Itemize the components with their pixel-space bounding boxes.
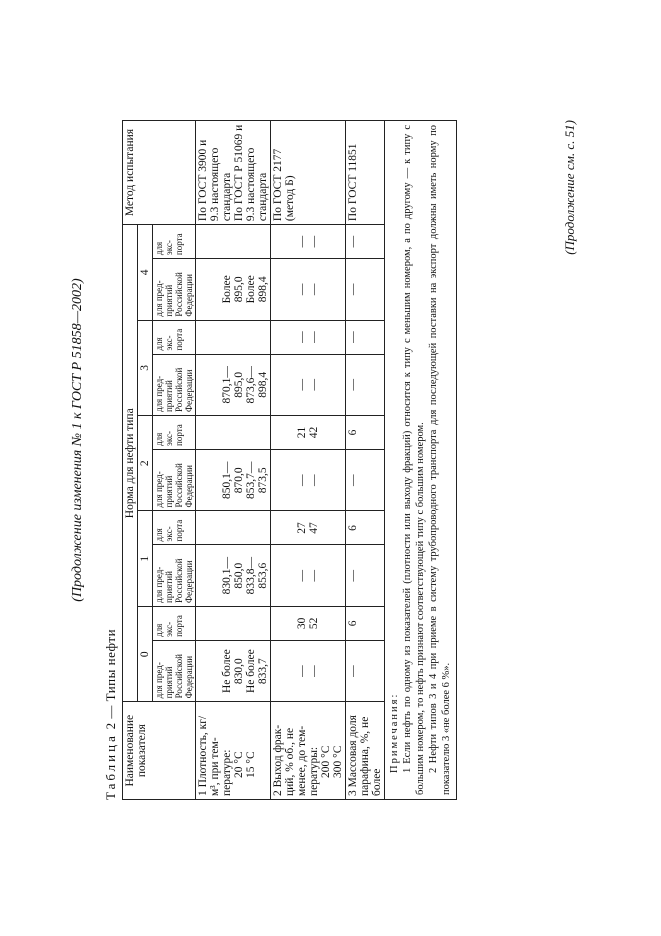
method-line: По ГОСТ Р 51069 и 9.3 настоящего стандарта	[233, 124, 269, 222]
value: 830,1—850,0	[221, 557, 245, 595]
norm-header: Норма для нефти типа	[123, 225, 138, 702]
page-header: (Продолжение изменения № 1 к ГОСТ Р 51858—2002)	[70, 278, 85, 602]
value-cell	[271, 225, 346, 259]
value-cell	[271, 511, 346, 545]
value-cell	[196, 354, 271, 416]
value: 42	[308, 426, 320, 439]
table-row	[271, 121, 346, 800]
value: —	[308, 331, 320, 343]
param-name-header: Наименование показателя	[123, 702, 196, 800]
value: —	[296, 331, 308, 343]
value: —	[296, 665, 308, 677]
value-cell	[346, 259, 385, 321]
value: —	[347, 283, 359, 296]
table-row	[196, 121, 271, 800]
param-name-line: 2 Выход фрак-ций, % об., не менее, до тем-	[272, 724, 308, 796]
method-line: По ГОСТ 11851	[347, 143, 359, 222]
value: —	[347, 665, 359, 677]
sub-domestic: для пред-приятий Российской Федерации	[153, 259, 196, 321]
param-sub-line: 20 °С	[233, 751, 245, 778]
table-body	[196, 121, 385, 800]
sub-export: для экс-порта	[153, 511, 196, 545]
value: —	[347, 474, 359, 486]
value-cell	[196, 545, 271, 607]
value: 27	[296, 522, 308, 534]
param-name-line: пературы:	[308, 746, 320, 796]
value-cell	[196, 606, 271, 640]
value-cell	[271, 259, 346, 321]
value: Более 898,4	[245, 275, 269, 304]
sub-domestic: для пред-приятий Российской Федерации	[153, 545, 196, 607]
value-cell	[346, 354, 385, 416]
param-name-line: 3 Массовая доля парафина, %, не более	[347, 715, 383, 796]
header-row-1	[123, 121, 138, 800]
method-cell	[271, 121, 346, 225]
caption-title: 2 — Типы нефти	[103, 628, 118, 730]
param-sub-line: 300 °С	[332, 745, 344, 778]
value-cell	[346, 449, 385, 511]
value-cell	[346, 320, 385, 354]
value-cell	[346, 511, 385, 545]
value: —	[296, 235, 308, 248]
value: 52	[308, 617, 320, 630]
value-cell	[196, 225, 271, 259]
value-cell	[271, 545, 346, 607]
sub-export: для экс-порта	[153, 225, 196, 259]
value: 21	[296, 426, 308, 439]
param-name-cell	[271, 702, 346, 800]
value: 850,1—870,0	[221, 461, 245, 499]
value-cell	[346, 545, 385, 607]
method-cell	[196, 121, 271, 225]
notes-cell	[385, 121, 457, 800]
value: Не более 833,7	[245, 649, 269, 693]
value-cell	[271, 320, 346, 354]
value-cell	[346, 640, 385, 702]
value: —	[308, 665, 320, 677]
value: —	[308, 474, 320, 486]
sub-domestic: для пред-приятий Российской Федерации	[153, 449, 196, 511]
sub-domestic: для пред-приятий Российской Федерации	[153, 640, 196, 702]
value: Более 895,0	[221, 275, 245, 304]
note-2: 2 Нефти типов 3 и 4 при приеме в систему трубопроводного транспорта для последующей поставки на экспорт должны иметь норму по показателю 3 «не более 6 %».	[428, 125, 452, 795]
value: —	[308, 283, 320, 296]
value-cell	[196, 449, 271, 511]
note-1: 1 Если нефть по одному из показателей (плотности или выходу фракций) относится к типу с меньшим номером, а по другому — к типу с большим номером, то нефть признают соответствующей типу с большим номером.	[402, 125, 426, 795]
value: 873,6—898,4	[245, 366, 269, 404]
type-1-header: 1	[138, 511, 153, 606]
method-cell	[346, 121, 385, 225]
value: —	[308, 569, 320, 582]
value: —	[347, 379, 359, 391]
method-header: Метод испытания	[123, 121, 196, 225]
sub-export: для экс-порта	[153, 606, 196, 640]
value-cell	[346, 225, 385, 259]
type-3-header: 3	[138, 320, 153, 415]
value-cell	[271, 354, 346, 416]
value: —	[308, 235, 320, 248]
type-0-header: 0	[138, 606, 153, 701]
value-cell	[196, 511, 271, 545]
type-2-header: 2	[138, 416, 153, 511]
value: 30	[296, 617, 308, 630]
table-caption	[103, 629, 119, 800]
value: —	[347, 331, 359, 343]
value-cell	[196, 416, 271, 450]
value: 833,8—853,6	[245, 557, 269, 595]
param-sub-line: 200 °С	[320, 745, 332, 778]
value: 870,1—895,0	[221, 366, 245, 404]
type-4-header: 4	[138, 225, 153, 321]
table-row	[346, 121, 385, 800]
value: Не более 830,0	[221, 649, 245, 693]
value-cell	[346, 606, 385, 640]
param-sub-line: 15 °С	[245, 751, 257, 778]
value: —	[347, 235, 359, 248]
value: —	[308, 379, 320, 391]
value-cell	[196, 640, 271, 702]
value: 6	[347, 525, 359, 531]
notes-row	[385, 121, 457, 800]
value: 853,7—873,5	[245, 461, 269, 499]
continuation-note: (Продолжение см. с. 51)	[562, 120, 577, 255]
value: —	[296, 569, 308, 582]
value-cell	[271, 640, 346, 702]
value-cell	[196, 320, 271, 354]
notes-title: Примечания:	[389, 692, 400, 773]
value: 47	[308, 522, 320, 534]
value: —	[347, 569, 359, 582]
param-name-line: пературе:	[221, 749, 233, 796]
value-cell	[346, 416, 385, 450]
value: 6	[347, 429, 359, 436]
caption-label: Таблица	[103, 733, 118, 800]
value: —	[296, 474, 308, 486]
value: 6	[347, 620, 359, 627]
value-cell	[271, 606, 346, 640]
param-name-cell	[196, 702, 271, 800]
method-line: По ГОСТ 3900 и 9.3 настоящего стандарта	[197, 139, 233, 222]
param-name-line: 1 Плотность, кг/м³, при тем-	[197, 715, 221, 796]
param-name-cell	[346, 702, 385, 800]
value-cell	[271, 449, 346, 511]
sub-export: для экс-порта	[153, 320, 196, 354]
oil-types-table	[122, 120, 457, 800]
value: —	[296, 379, 308, 391]
value-cell	[196, 259, 271, 321]
value: —	[296, 283, 308, 296]
sub-domestic: для пред-приятий Российской Федерации	[153, 354, 196, 416]
value-cell	[271, 416, 346, 450]
method-line: По ГОСТ 2177	[272, 148, 284, 222]
rotated-landscape-content	[70, 80, 590, 800]
method-line: (метод Б)	[284, 175, 296, 222]
sub-export: для экс-порта	[153, 416, 196, 450]
